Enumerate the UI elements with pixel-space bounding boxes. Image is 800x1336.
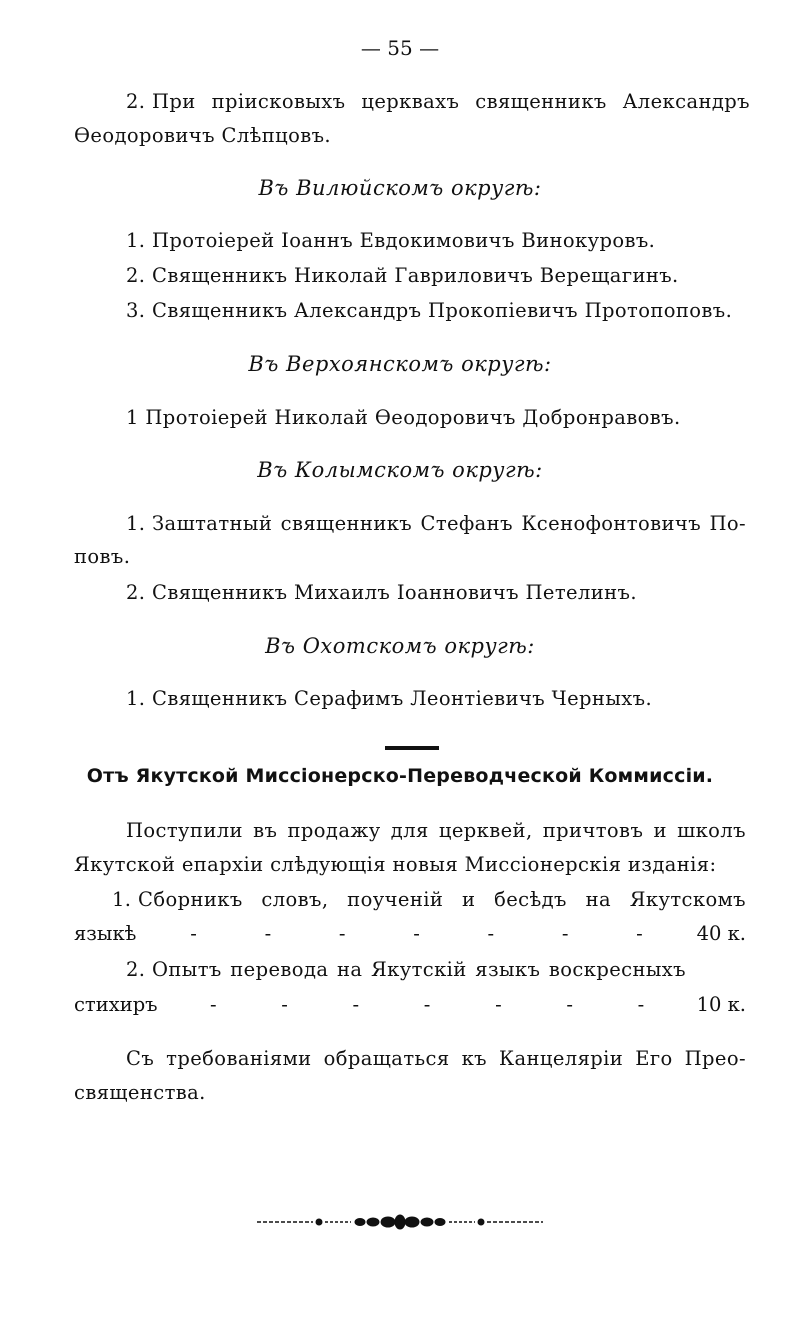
- word: словъ,: [261, 888, 329, 911]
- decorative-tailpiece-icon: [255, 1212, 545, 1232]
- vilyuisk-item-1: 1. Протоіерей Іоаннъ Евдокимовичъ Винокуровъ.: [126, 229, 656, 252]
- word: священникъ: [475, 90, 607, 113]
- dash: -: [413, 922, 420, 945]
- word: 1. Сборникъ: [112, 888, 243, 911]
- dash: -: [566, 993, 573, 1016]
- word: Съ: [126, 1047, 155, 1070]
- word: перевода: [230, 958, 329, 981]
- dash: -: [637, 993, 645, 1016]
- word: церквей,: [438, 819, 533, 842]
- vilyuisk-item-3: 3. Священникъ Александръ Прокопіевичъ Протопоповъ.: [126, 299, 733, 322]
- word: 2. При: [126, 90, 196, 113]
- dash: -: [423, 993, 431, 1016]
- word: Александръ: [622, 90, 750, 113]
- page-number: — 55 —: [360, 36, 440, 60]
- word: пріисковыхъ: [211, 90, 346, 113]
- leader-dashes: [136, 922, 696, 945]
- book-1-word: языкѣ: [74, 922, 137, 945]
- book-2-price-row: [74, 993, 746, 1016]
- commission-intro-line-1: [126, 819, 746, 842]
- dash: -: [190, 922, 197, 945]
- book-2-price: 10 к.: [696, 993, 746, 1016]
- vilyuisk-heading: Въ Вилюйскомъ округѣ:: [258, 176, 542, 200]
- word: воскресныхъ: [548, 958, 686, 981]
- closing-line-1: [126, 1047, 746, 1070]
- word: и: [461, 888, 476, 911]
- kolymsk-item-2: 2. Священникъ Михаилъ Іоанновичъ Петелинъ.: [126, 581, 637, 604]
- vilyuisk-item-2: 2. Священникъ Николай Гавриловичъ Верещагинъ.: [126, 264, 679, 287]
- word: Поступили: [126, 819, 243, 842]
- dash: -: [352, 993, 360, 1016]
- word: къ: [461, 1047, 487, 1070]
- word: на: [585, 888, 612, 911]
- word: Якутскомъ: [629, 888, 746, 911]
- word: бесѣдъ: [494, 888, 567, 911]
- dash: -: [281, 993, 288, 1016]
- book-1-price-row: [74, 922, 746, 945]
- word: Канцеляріи: [499, 1047, 624, 1070]
- book-2-line-1: [126, 958, 686, 981]
- dash: -: [636, 922, 643, 945]
- dash: -: [561, 922, 569, 945]
- leader-dashes: [158, 993, 697, 1016]
- word: въ: [253, 819, 278, 842]
- dash: -: [338, 922, 346, 945]
- word: и: [653, 819, 667, 842]
- section-divider: [385, 746, 439, 750]
- kolymsk-item-1-line-2: повъ.: [74, 545, 131, 568]
- word: языкъ: [475, 958, 541, 981]
- word: требованіями: [166, 1047, 312, 1070]
- dash: -: [264, 922, 272, 945]
- verkhoyansk-heading: Въ Верхоянскомъ округѣ:: [248, 352, 552, 376]
- okhotsk-item-1: 1. Священникъ Серафимъ Леонтіевичъ Черныхъ.: [126, 687, 653, 710]
- dash: -: [487, 922, 495, 945]
- word: продажу: [287, 819, 381, 842]
- commission-heading: Отъ Якутской Миссіонерско-Переводческой Коммиссіи.: [86, 765, 714, 787]
- prisk-line-1: [126, 90, 750, 113]
- word: обращаться: [323, 1047, 450, 1070]
- word: Ксенофонтовичъ: [521, 512, 702, 535]
- kolymsk-heading: Въ Колымскомъ округѣ:: [257, 458, 543, 482]
- book-1-line-1: [112, 888, 746, 911]
- word: 2. Опытъ: [126, 958, 222, 981]
- word: школъ: [677, 819, 746, 842]
- dash: -: [209, 993, 217, 1016]
- word: на: [336, 958, 363, 981]
- kolymsk-item-1-line-1: [126, 512, 746, 535]
- closing-line-2: священства.: [74, 1081, 206, 1104]
- dash: -: [495, 993, 502, 1016]
- word: Якутскій: [370, 958, 467, 981]
- word: Его: [635, 1047, 673, 1070]
- word: Прео-: [684, 1047, 746, 1070]
- book-2-word: стихиръ: [74, 993, 158, 1016]
- verkhoyansk-item-1: 1 Протоіерей Николай Өеодоровичъ Добронравовъ.: [126, 406, 681, 429]
- word: причтовъ: [542, 819, 644, 842]
- word: 1. Заштатный: [126, 512, 273, 535]
- commission-intro-line-2: Якутской епархіи слѣдующія новыя Миссіонерскія изданія:: [74, 853, 717, 876]
- word: священникъ: [280, 512, 413, 535]
- word: для: [390, 819, 429, 842]
- word: поученій: [347, 888, 444, 911]
- word: церквахъ: [361, 90, 460, 113]
- prisk-line-2: Өеодоровичъ Слѣпцовъ.: [74, 124, 332, 147]
- okhotsk-heading: Въ Охотскомъ округѣ:: [265, 634, 535, 658]
- book-1-price: 40 к.: [696, 922, 746, 945]
- word: По-: [709, 512, 746, 535]
- word: Стефанъ: [420, 512, 513, 535]
